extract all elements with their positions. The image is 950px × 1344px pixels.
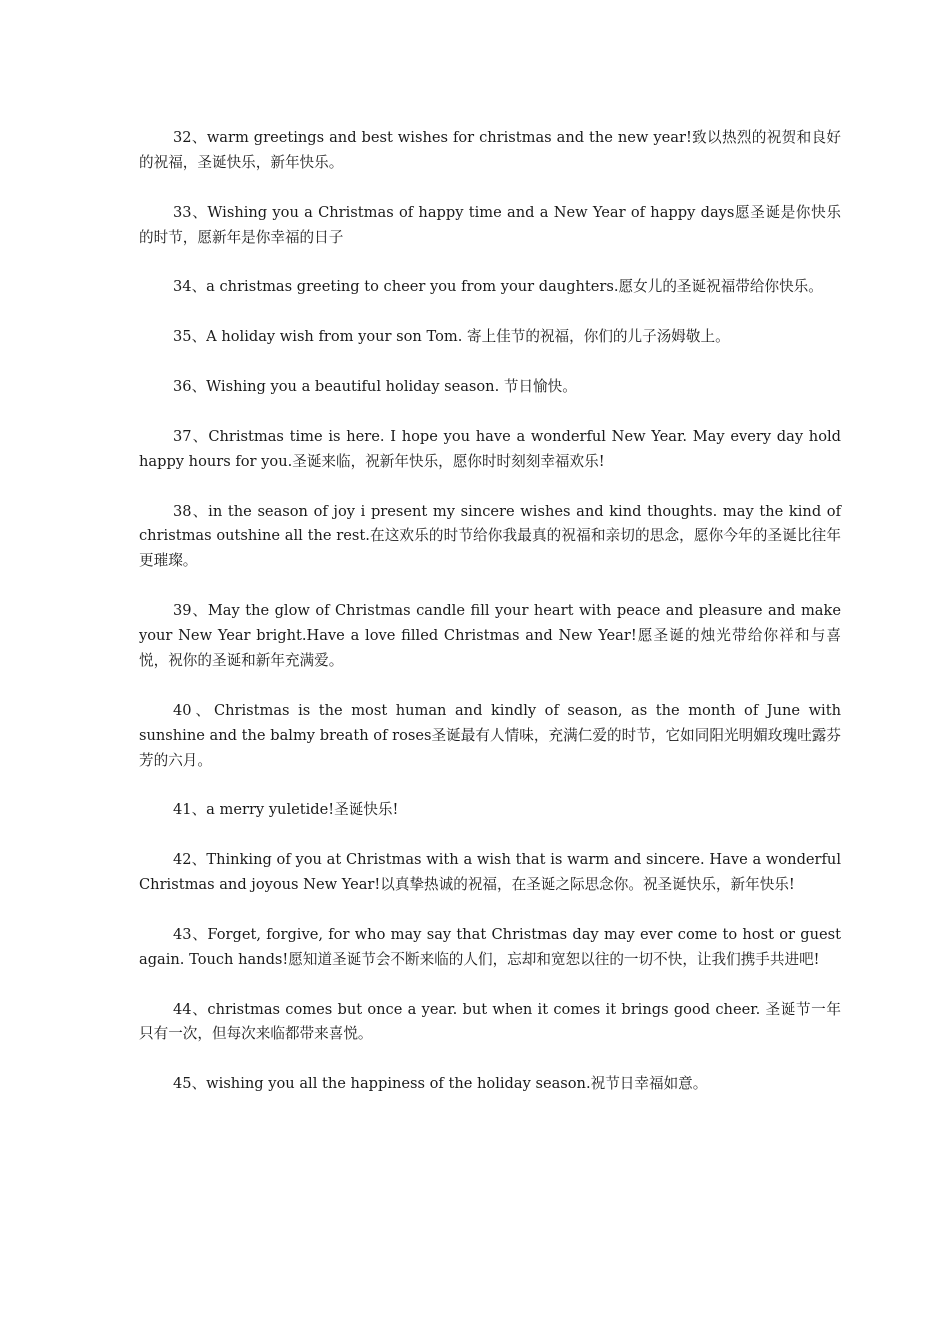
paragraph-36: 36、Wishing you a beautiful holiday season. 节日愉快。 (173, 378, 577, 395)
paragraph-45: 45、wishing you all the happiness of the holiday season.祝节日幸福如意。 (173, 1075, 708, 1093)
paragraph-39: 39、May the glow of Christmas candle fill your heart with peace and pleasure and make your New Year bright.Have a love filled Christmas and New Year!愿圣诞的烛光带给你祥和与喜悦，祝你的圣诞和新年充满爱。 (139, 602, 841, 669)
paragraph-32: 32、warm greetings and best wishes for christmas and the new year!致以热烈的祝贺和良好的祝福，圣诞快乐，新年快乐。 (139, 129, 841, 171)
paragraph-42: 42、Thinking of you at Christmas with a wish that is warm and sincere. Have a wonderful Christmas and joyous New Year!以真挚热诚的祝福，在圣诞之际思念你。祝圣诞快乐，新年快乐! (139, 851, 841, 894)
paragraph-43: 43、Forget, forgive, for who may say that Christmas day may ever come to host or guest again. Touch hands!愿知道圣诞节会不断来临的人们，忘却和宽恕以往的一切不快，让我们携手共进吧! (139, 925, 841, 968)
paragraph-41: 41、a merry yuletide!圣诞快乐! (173, 801, 399, 819)
paragraph-37: 37、Christmas time is here. I hope you have a wonderful New Year. May every day hold happy hours for you.圣诞来临，祝新年快乐，愿你时时刻刻幸福欢乐! (139, 427, 841, 470)
paragraph-34: 34、a christmas greeting to cheer you from your daughters.愿女儿的圣诞祝福带给你快乐。 (173, 278, 823, 296)
paragraph-44: 44、christmas comes but once a year. but when it comes it brings good cheer. 圣诞节一年只有一次，但每次来临都带来喜悦。 (139, 1000, 841, 1043)
paragraph-35: 35、A holiday wish from your son Tom. 寄上佳节的祝福，你们的儿子汤姆敬上。 (173, 328, 730, 346)
document-body (139, 126, 841, 1122)
paragraph-33: 33、Wishing you a Christmas of happy time and a New Year of happy days愿圣诞是你快乐的时节，愿新年是你幸福的日子 (139, 203, 841, 246)
paragraph-40: 40、Christmas is the most human and kindly of season, as the month of June with sunshine and the balmy breath of roses圣诞最有人情味，充满仁爱的时节，它如同阳光明媚玫瑰吐露芬芳的六月。 (139, 701, 841, 769)
paragraph-38: 38、in the season of joy i present my sincere wishes and kind thoughts. may the kind of christmas outshine all the rest.在这欢乐的时节给你我最真的祝福和亲切的思念，愿你今年的圣诞比往年更璀璨。 (139, 502, 841, 570)
